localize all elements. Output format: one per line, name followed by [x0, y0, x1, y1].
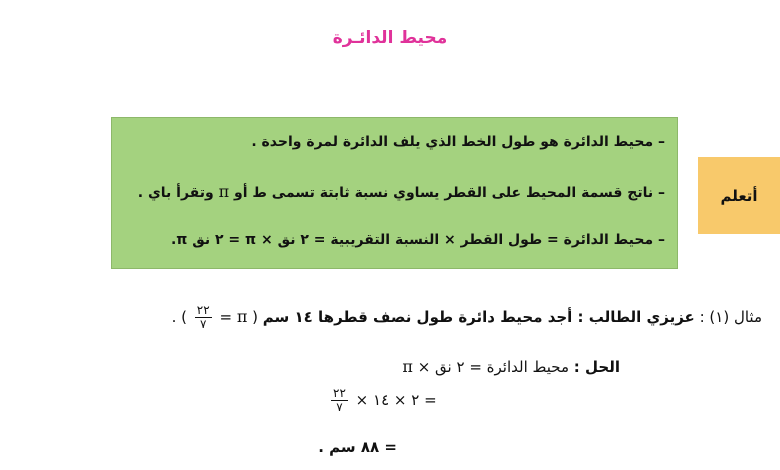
period: . [171, 308, 177, 326]
pi-symbol: π [236, 307, 248, 326]
example-label: مثال (١) : [699, 308, 762, 326]
solution-label: الحل : [573, 358, 620, 376]
solution-formula: محيط الدائرة = ٢ نق × [417, 358, 570, 376]
equals-sign: = [219, 308, 233, 326]
close-paren: ) [181, 308, 187, 326]
learn-tag-label: أتعلم [720, 186, 758, 205]
learn-line-formula: – محيط الدائرة = طول القطر × النسبة التقريبية = ٢ نق × π = ٢ نق π. [170, 232, 665, 248]
learn-ratio-end: وتقرأ باي . [137, 185, 214, 201]
pi-symbol: π [402, 357, 413, 376]
fraction-numerator: ٢٢ [196, 303, 210, 317]
solution-line-2 [328, 387, 437, 414]
pi-symbol: π [218, 182, 230, 201]
fraction-denominator: ٧ [200, 317, 207, 331]
learn-tag [698, 157, 780, 234]
open-paren: ( [252, 308, 258, 326]
page-title: محيط الدائـرة [332, 28, 448, 48]
fraction [331, 387, 348, 414]
example-text: عزيزي الطالب : أجد محيط دائرة طول نصف قطرها ١٤ سم [262, 308, 695, 326]
learn-line-ratio [138, 182, 665, 201]
fraction-denominator: ٧ [336, 400, 343, 414]
fraction-numerator: ٢٢ [333, 386, 346, 400]
learn-ratio-text: – ناتج قسمة المحيط على القطر يساوي نسبة ثابتة تسمى ط أو [234, 185, 665, 201]
learn-box [111, 117, 678, 269]
learn-line-definition: – محيط الدائرة هو طول الخط الذي يلف الدائرة لمرة واحدة . [251, 134, 665, 150]
solution-multiplication: = ٢ × ١٤ × [355, 391, 437, 409]
solution-result: = ٨٨ سم . [318, 438, 397, 456]
example-question [172, 304, 762, 331]
solution-line-1 [402, 357, 620, 376]
fraction [195, 304, 212, 331]
